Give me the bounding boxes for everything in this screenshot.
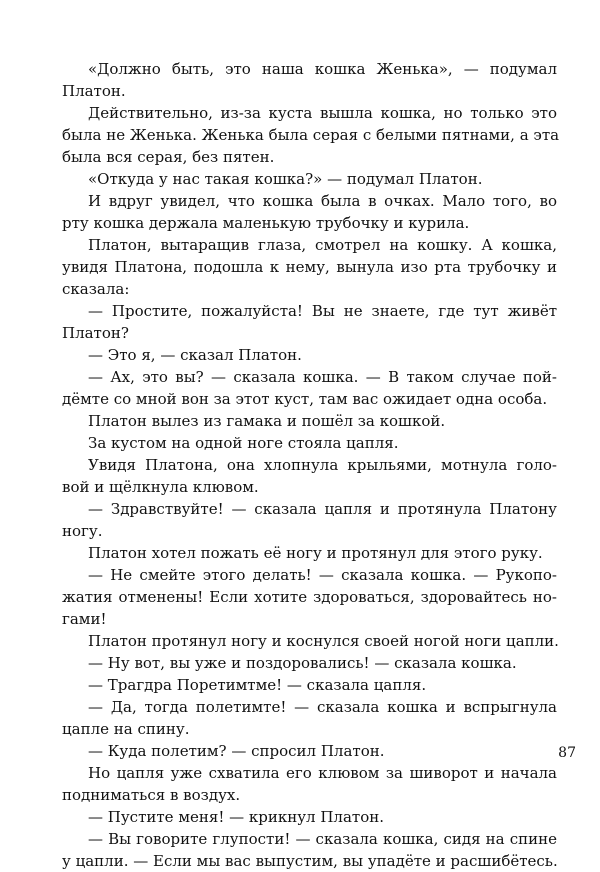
text-line: рту кошка держала маленькую трубочку и курила. (62, 214, 470, 232)
text-line: вой и щёлкнула клювом. (62, 478, 259, 496)
text-line: — Это я, — сказал Платон. (88, 346, 302, 364)
text-line: Увидя Платона, она хлопнула крыльями, мотнула голо- (88, 456, 557, 474)
text-line: — Вы говорите глупости! — сказала кошка, сидя на спине (88, 830, 557, 848)
text-line: — Да, тогда полетимте! — сказала кошка и вспрыгнула (88, 698, 557, 716)
text-line: И вдруг увидел, что кошка была в очках. Мало того, во (88, 192, 557, 210)
text-line: сказала: (62, 280, 130, 298)
text-line: Платон протянул ногу и коснулся своей ногой ноги цапли. (88, 632, 559, 650)
text-line: подниматься в воздух. (62, 786, 241, 804)
text-line: дёмте со мной вон за этот куст, там вас ожидает одна особа. (62, 390, 548, 408)
text-line: Действительно, из-за куста вышла кошка, но только это (88, 104, 557, 122)
text-line: у цапли. — Если мы вас выпустим, вы упадёте и расшибётесь. (62, 852, 558, 870)
text-line: «Откуда у нас такая кошка?» — подумал Платон. (88, 170, 483, 188)
text-line: была не Женька. Женька была серая с белыми пятнами, а эта (62, 126, 560, 144)
text-line: увидя Платона, подошла к нему, вынула изо рта трубочку и (62, 258, 557, 276)
text-line: — Ну вот, вы уже и поздоровались! — сказала кошка. (88, 654, 517, 672)
text-line: «Должно быть, это наша кошка Женька», — подумал (88, 60, 557, 78)
text-line: Платон. (62, 82, 126, 100)
text-line: гами! (62, 610, 107, 628)
text-line: жатия отменены! Если хотите здороваться, здоровайтесь но- (62, 588, 557, 606)
text-line: — Куда полетим? — спросил Платон. (88, 742, 385, 760)
text-line: — Не смейте этого делать! — сказала кошка. — Рукопо- (88, 566, 557, 584)
text-line: была вся серая, без пятен. (62, 148, 275, 166)
text-line: — Трагдра Поретимтме! — сказала цапля. (88, 676, 427, 694)
text-line: — Ах, это вы? — сказала кошка. — В таком случае пой- (88, 368, 557, 386)
text-line: Платон, вытаращив глаза, смотрел на кошку. А кошка, (88, 236, 557, 254)
text-line: цапле на спину. (62, 720, 190, 738)
text-line: Платон хотел пожать её ногу и протянул для этого руку. (88, 544, 543, 562)
text-line: ногу. (62, 522, 103, 540)
text-line: За кустом на одной ноге стояла цапля. (88, 434, 399, 452)
text-line: — Пустите меня! — крикнул Платон. (88, 808, 385, 826)
text-line: — Здравствуйте! — сказала цапля и протянула Платону (88, 500, 557, 518)
text-line: Но цапля уже схватила его клювом за шиворот и начала (88, 764, 557, 782)
text-line: Платон вылез из гамака и пошёл за кошкой. (88, 412, 446, 430)
text-line: Платон? (62, 324, 129, 342)
page-number: 87 (558, 745, 576, 761)
text-line: — Простите, пожалуйста! Вы не знаете, где тут живёт (88, 302, 557, 320)
story-text (62, 58, 560, 872)
